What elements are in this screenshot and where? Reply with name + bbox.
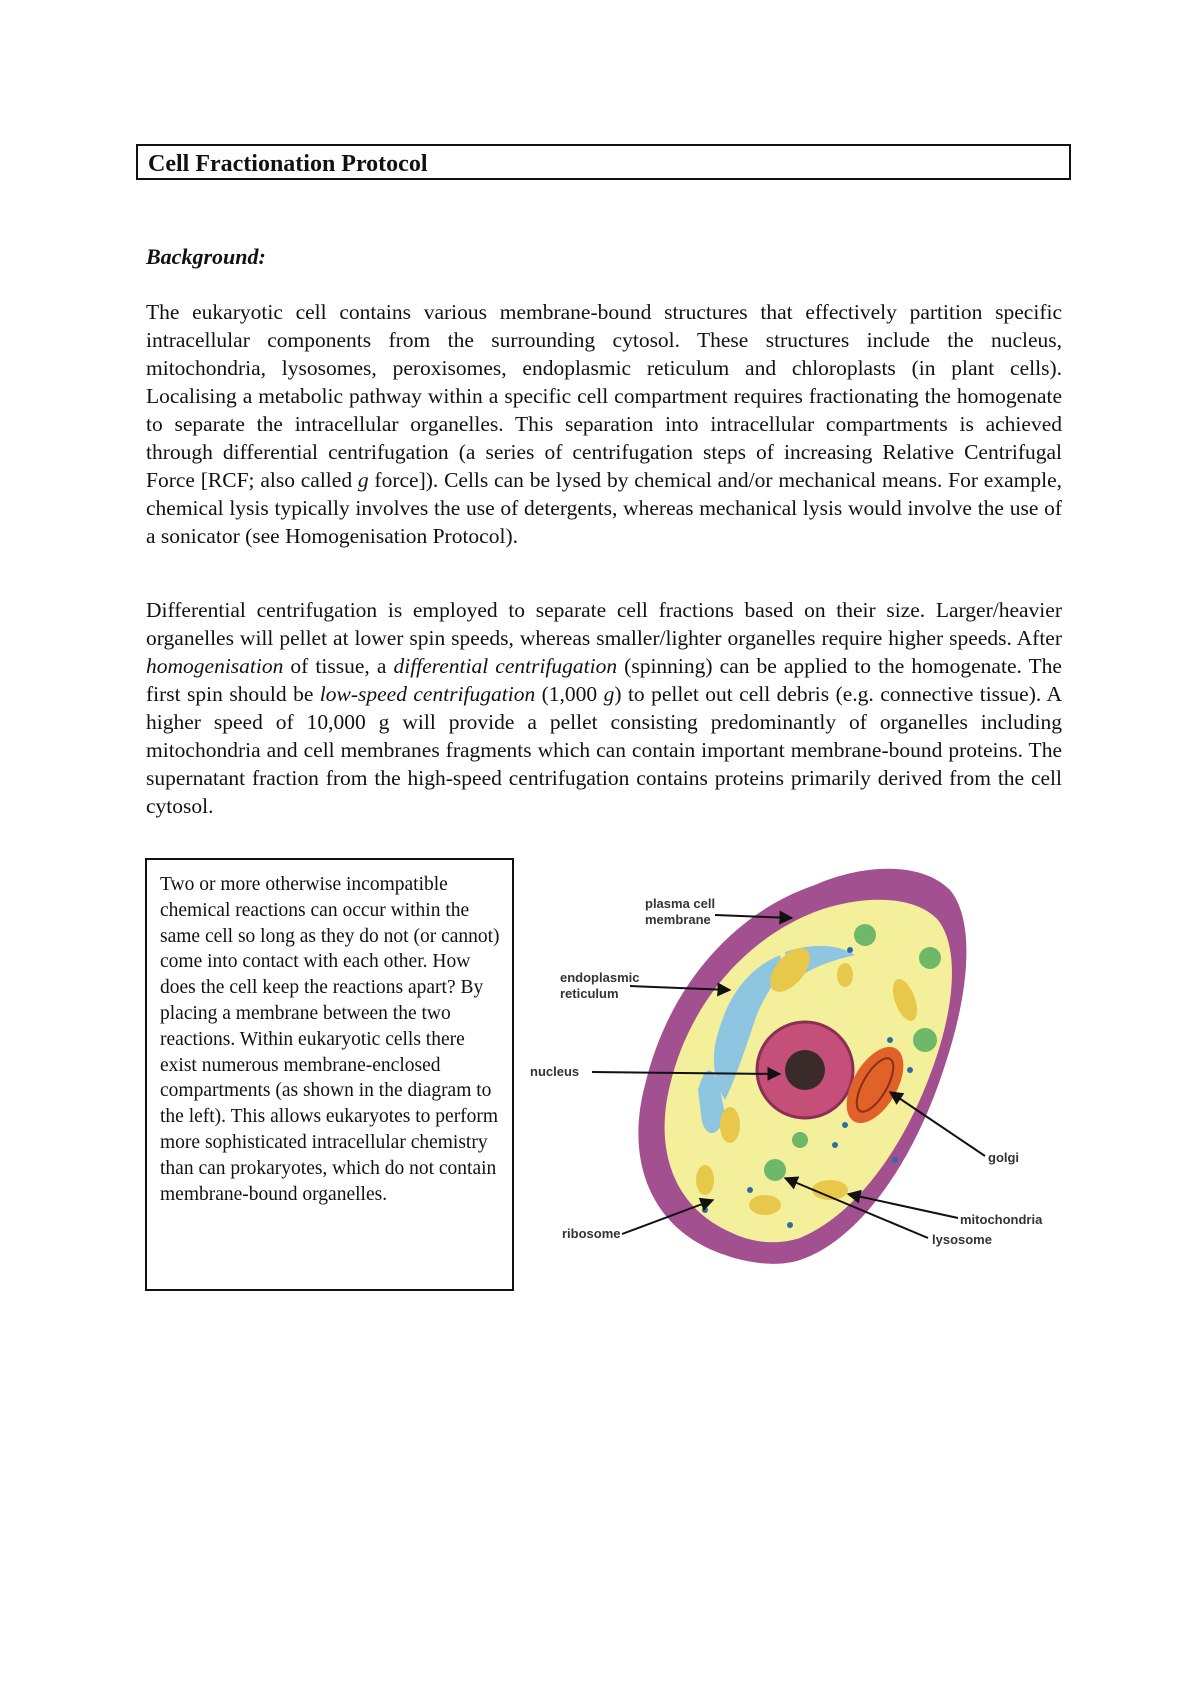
- paragraph-1: The eukaryotic cell contains various membrane-bound structures that effectively partition specific intracellular components from the surrounding cytosol. These structures include the nucleus, mitochondria, lysosomes, peroxisomes, endoplasmic reticulum and chloroplasts (in plant cells). Localising a metabolic pathway within a specific cell compartment requires fractionating the homogenate to separate the intracellular organelles. This separation into intracellular compartments is achieved through differential centrifugation (a series of centrifugation steps of increasing Relative Centrifugal Force [RCF; also called g force]). Cells can be lysed by chemical and/or mechanical means. For example, chemical lysis typically involves the use of detergents, whereas mechanical lysis would involve the use of a sonicator (see Homogenisation Protocol).: [146, 300, 1063, 548]
- paragraph-2: Differential centrifugation is employed to separate cell fractions based on their size. Larger/heavier organelles will pellet at lower spin speeds, whereas smaller/lighter organelles require higher speeds. After homogenisation of tissue, a differential centrifugation (spinning) can be applied to the homogenate. The first spin should be low-speed centrifugation (1,000 g) to pellet out cell debris (e.g. connective tissue). A higher speed of 10,000 g will provide a pellet consisting predominantly of organelles including mitochondria and cell membranes fragments which can contain important membrane-bound proteins. The supernatant fraction from the high-speed centrifugation contains proteins primarily derived from the cell cytosol.: [146, 598, 1063, 818]
- cell-diagram: [530, 860, 1070, 1270]
- mitochondrion: [837, 963, 853, 987]
- label-lysosome: lysosome: [932, 1232, 992, 1247]
- lysosome: [913, 1028, 937, 1052]
- lysosome: [854, 924, 876, 946]
- label-er-1: endoplasmic: [560, 970, 640, 985]
- sidebar-box: [145, 858, 514, 1291]
- label-er-2: reticulum: [560, 986, 619, 1001]
- lysosome: [919, 947, 941, 969]
- label-ribosome: ribosome: [562, 1226, 621, 1241]
- label-nucleus: nucleus: [530, 1064, 580, 1079]
- label-plasma-membrane-2: membrane: [645, 912, 711, 927]
- mitochondrion: [720, 1107, 740, 1143]
- title-box: [136, 144, 1071, 180]
- mitochondrion: [749, 1195, 781, 1215]
- background-heading: Background:: [146, 244, 266, 269]
- mitochondrion: [696, 1165, 714, 1195]
- label-mitochondria: mitochondria: [960, 1212, 1043, 1227]
- sidebar-text: Two or more otherwise incompatible chemical reactions can occur within the same cell so long as they do not (or cannot) come into contact with each other. How does the cell keep the reactions apart? By placing a membrane between the two reactions. Within eukaryotic cells there exist numerous membrane-enclosed compartments (as shown in the diagram to the left). This allows eukaryotes to perform more sophisticated intracellular chemistry than can prokaryotes, which do not contain membrane-bound organelles.: [160, 874, 500, 1205]
- nucleolus: [785, 1050, 825, 1090]
- page-title: Cell Fractionation Protocol: [148, 151, 428, 177]
- label-plasma-membrane-1: plasma cell: [645, 896, 716, 911]
- lysosome: [792, 1132, 808, 1148]
- lysosome: [764, 1159, 786, 1181]
- label-golgi: golgi: [988, 1150, 1020, 1165]
